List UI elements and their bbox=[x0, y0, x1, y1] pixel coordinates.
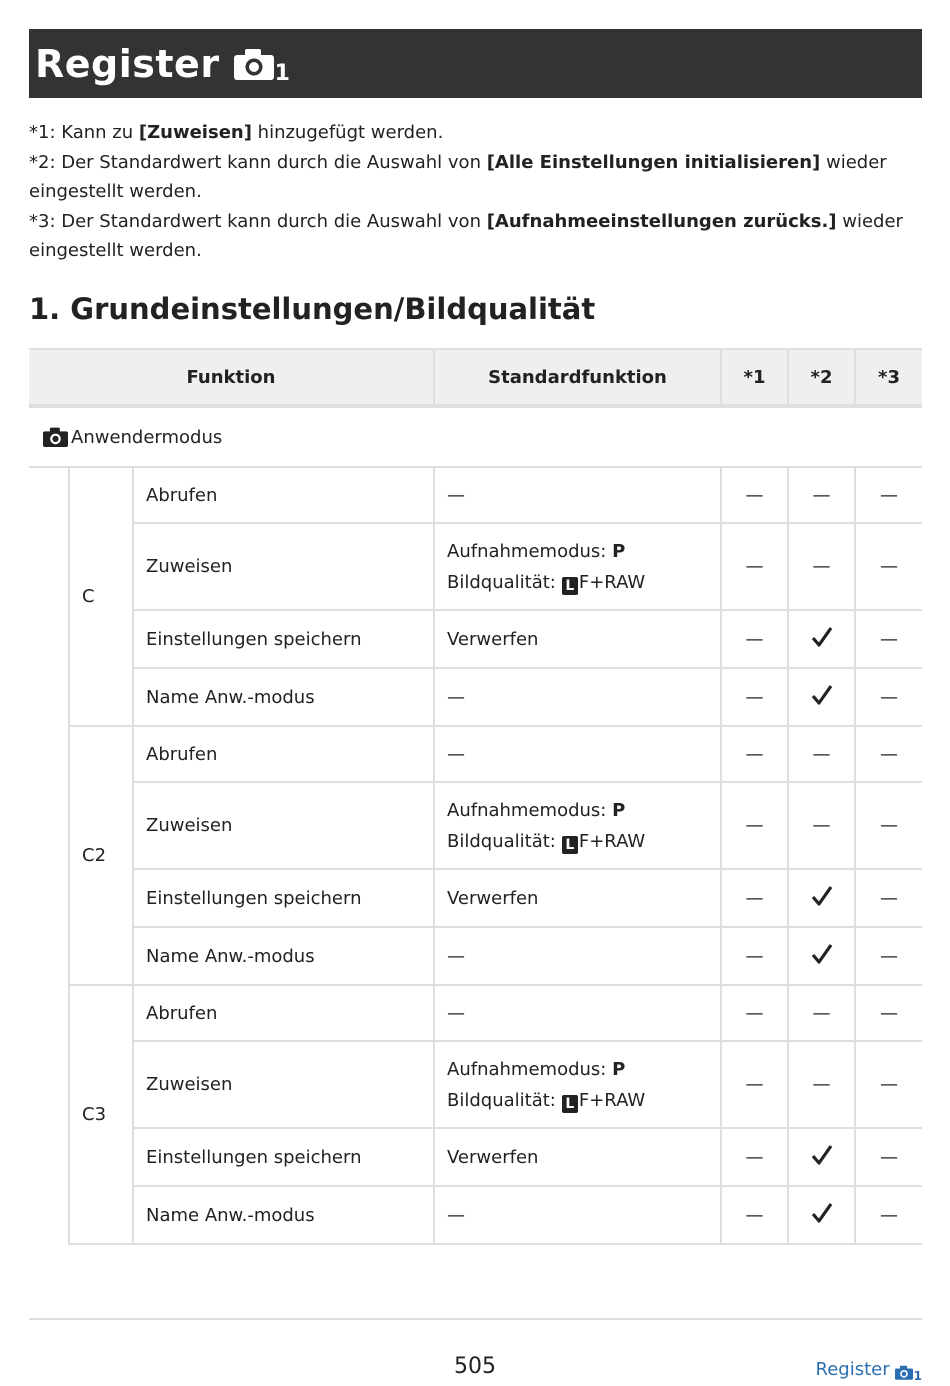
checkmark-icon bbox=[811, 943, 833, 965]
note-1-cell bbox=[721, 985, 788, 1041]
table-row bbox=[29, 1041, 922, 1128]
shooting-mode-value: P bbox=[612, 1058, 626, 1080]
note-2-cell bbox=[788, 726, 855, 782]
note-2-cell bbox=[788, 869, 855, 927]
note-2-cell bbox=[788, 927, 855, 985]
tab-indicator bbox=[234, 48, 290, 86]
dash-mark: — bbox=[745, 1074, 764, 1095]
dash-mark: — bbox=[880, 743, 899, 765]
dash-mark: — bbox=[447, 945, 466, 967]
footnote-text: hinzugefügt werden. bbox=[251, 122, 444, 143]
footnote-menu-ref: [Aufnahmeeinstellungen zurücks.] bbox=[486, 210, 837, 232]
default-cell bbox=[434, 985, 721, 1041]
note-3-cell bbox=[855, 1041, 922, 1128]
default-cell bbox=[434, 467, 721, 523]
function-cell: Zuweisen bbox=[133, 782, 434, 869]
dash-mark: — bbox=[812, 484, 831, 506]
image-quality-label: Bildqualität: bbox=[447, 830, 556, 852]
dash-mark: — bbox=[447, 1002, 466, 1024]
checkmark-icon bbox=[811, 684, 833, 706]
dash-mark: — bbox=[447, 686, 466, 708]
footnote-text: *2: Der Standardwert kann durch die Auswahl von bbox=[29, 151, 487, 173]
image-quality-value: F+RAW bbox=[578, 571, 646, 593]
table-row bbox=[29, 668, 922, 726]
footnote-text: *3: Der Standardwert kann durch die Auswahl von bbox=[29, 210, 487, 232]
function-cell: Abrufen bbox=[133, 985, 434, 1041]
table-row bbox=[29, 869, 922, 927]
dash-mark: — bbox=[880, 1146, 899, 1168]
function-cell: Name Anw.-modus bbox=[133, 927, 434, 985]
note-1-cell bbox=[721, 610, 788, 668]
shooting-mode-label: Aufnahmemodus: bbox=[447, 799, 613, 821]
footnote-text: wieder eingestellt werden. bbox=[29, 210, 903, 261]
indent-cell bbox=[29, 985, 69, 1244]
function-cell: Abrufen bbox=[133, 726, 434, 782]
dash-mark: — bbox=[745, 1002, 764, 1024]
header-function: Funktion bbox=[29, 349, 434, 406]
dash-mark: — bbox=[880, 686, 899, 708]
indent-cell bbox=[29, 726, 69, 985]
shooting-mode-line bbox=[447, 1054, 720, 1085]
dash-mark: — bbox=[745, 686, 764, 708]
large-size-badge: L bbox=[562, 577, 578, 595]
checkmark-icon bbox=[811, 1144, 833, 1166]
note-3-cell bbox=[855, 927, 922, 985]
table-row bbox=[29, 467, 922, 523]
dash-mark: — bbox=[812, 1002, 831, 1024]
note-2-cell bbox=[788, 782, 855, 869]
shooting-mode-line bbox=[447, 795, 720, 826]
footer-register-link[interactable] bbox=[815, 1359, 922, 1383]
table-row bbox=[29, 726, 922, 782]
indent-cell bbox=[29, 467, 69, 726]
tab-number: 1 bbox=[274, 60, 290, 86]
note-3-cell bbox=[855, 1128, 922, 1186]
header-default: Standardfunktion bbox=[434, 349, 721, 406]
checkmark-icon bbox=[811, 885, 833, 907]
section-title: 1. Grundeinstellungen/Bildqualität bbox=[29, 292, 596, 326]
default-cell bbox=[434, 782, 721, 869]
default-cell bbox=[434, 869, 721, 927]
note-2-cell bbox=[788, 668, 855, 726]
function-cell: Name Anw.-modus bbox=[133, 668, 434, 726]
footnote-text: wieder eingestellt werden. bbox=[29, 151, 887, 202]
footnote bbox=[29, 148, 922, 207]
footnote-text: *1: Kann zu bbox=[29, 122, 139, 143]
default-value: Verwerfen bbox=[447, 887, 539, 909]
default-cell bbox=[434, 610, 721, 668]
default-cell bbox=[434, 668, 721, 726]
note-1-cell bbox=[721, 668, 788, 726]
dash-mark: — bbox=[745, 1146, 764, 1168]
custom-mode-name: C3 bbox=[69, 985, 133, 1244]
checkmark-icon bbox=[811, 1202, 833, 1224]
footer-link-tab-number: 1 bbox=[913, 1369, 922, 1383]
shooting-mode-line bbox=[447, 536, 720, 567]
dash-mark: — bbox=[880, 556, 899, 577]
function-cell: Zuweisen bbox=[133, 523, 434, 610]
footnote bbox=[29, 207, 922, 266]
dash-mark: — bbox=[880, 887, 899, 909]
dash-mark: — bbox=[880, 945, 899, 967]
dash-mark: — bbox=[745, 945, 764, 967]
dash-mark: — bbox=[447, 484, 466, 506]
header-note-2: *2 bbox=[788, 349, 855, 406]
dash-mark: — bbox=[812, 743, 831, 765]
table-row bbox=[29, 985, 922, 1041]
dash-mark: — bbox=[880, 484, 899, 506]
table-row bbox=[29, 927, 922, 985]
note-1-cell bbox=[721, 1128, 788, 1186]
note-3-cell bbox=[855, 1186, 922, 1244]
default-value: Verwerfen bbox=[447, 628, 539, 650]
dash-mark: — bbox=[745, 815, 764, 836]
note-3-cell bbox=[855, 523, 922, 610]
dash-mark: — bbox=[745, 887, 764, 909]
note-3-cell bbox=[855, 782, 922, 869]
dash-mark: — bbox=[745, 484, 764, 506]
note-3-cell bbox=[855, 726, 922, 782]
default-value: Verwerfen bbox=[447, 1146, 539, 1168]
default-cell bbox=[434, 1186, 721, 1244]
footnote-menu-ref: [Zuweisen] bbox=[138, 122, 252, 143]
dash-mark: — bbox=[447, 743, 466, 765]
default-cell bbox=[434, 1128, 721, 1186]
dash-mark: — bbox=[880, 1204, 899, 1226]
large-size-badge: L bbox=[562, 836, 578, 854]
shooting-mode-value: P bbox=[612, 540, 626, 562]
footnotes bbox=[29, 118, 922, 266]
shooting-mode-value: P bbox=[612, 799, 626, 821]
dash-mark: — bbox=[447, 1204, 466, 1226]
image-quality-label: Bildqualität: bbox=[447, 1089, 556, 1111]
note-3-cell bbox=[855, 610, 922, 668]
function-cell: Einstellungen speichern bbox=[133, 610, 434, 668]
large-size-badge: L bbox=[562, 1095, 578, 1113]
table-row bbox=[29, 782, 922, 869]
note-3-cell bbox=[855, 869, 922, 927]
mode-row bbox=[29, 406, 922, 467]
note-1-cell bbox=[721, 927, 788, 985]
settings-table bbox=[29, 348, 922, 1245]
custom-mode-name: C2 bbox=[69, 726, 133, 985]
page-number: 505 bbox=[454, 1354, 496, 1379]
note-2-cell bbox=[788, 610, 855, 668]
note-1-cell bbox=[721, 782, 788, 869]
shooting-mode-label: Aufnahmemodus: bbox=[447, 1058, 613, 1080]
page-header bbox=[29, 29, 922, 98]
image-quality-line bbox=[447, 567, 720, 598]
note-1-cell bbox=[721, 467, 788, 523]
note-1-cell bbox=[721, 869, 788, 927]
image-quality-line bbox=[447, 1085, 720, 1116]
default-cell bbox=[434, 927, 721, 985]
mode-row-label: Anwendermodus bbox=[71, 426, 223, 448]
footer-link-label: Register bbox=[815, 1359, 890, 1380]
function-cell: Einstellungen speichern bbox=[133, 869, 434, 927]
table-header-row bbox=[29, 349, 922, 406]
header-note-1: *1 bbox=[721, 349, 788, 406]
dash-mark: — bbox=[812, 815, 831, 836]
table-row bbox=[29, 1128, 922, 1186]
camera-icon bbox=[234, 48, 274, 80]
note-3-cell bbox=[855, 985, 922, 1041]
camera-icon bbox=[43, 427, 68, 447]
image-quality-line bbox=[447, 826, 720, 857]
checkmark-icon bbox=[811, 626, 833, 648]
dash-mark: — bbox=[880, 1002, 899, 1024]
default-cell bbox=[434, 523, 721, 610]
note-2-cell bbox=[788, 467, 855, 523]
table-row bbox=[29, 523, 922, 610]
dash-mark: — bbox=[745, 556, 764, 577]
camera-icon bbox=[895, 1365, 913, 1380]
function-cell: Name Anw.-modus bbox=[133, 1186, 434, 1244]
function-cell: Einstellungen speichern bbox=[133, 1128, 434, 1186]
dash-mark: — bbox=[745, 1204, 764, 1226]
note-1-cell bbox=[721, 726, 788, 782]
footnote-menu-ref: [Alle Einstellungen initialisieren] bbox=[486, 151, 821, 173]
shooting-mode-label: Aufnahmemodus: bbox=[447, 540, 613, 562]
note-2-cell bbox=[788, 1041, 855, 1128]
custom-mode-name: C bbox=[69, 467, 133, 726]
note-2-cell bbox=[788, 1128, 855, 1186]
note-1-cell bbox=[721, 1041, 788, 1128]
dash-mark: — bbox=[880, 628, 899, 650]
footer-divider bbox=[29, 1318, 922, 1320]
image-quality-label: Bildqualität: bbox=[447, 571, 556, 593]
table-row bbox=[29, 610, 922, 668]
dash-mark: — bbox=[880, 1074, 899, 1095]
page-title: Register bbox=[35, 41, 220, 86]
note-2-cell bbox=[788, 523, 855, 610]
note-1-cell bbox=[721, 1186, 788, 1244]
dash-mark: — bbox=[745, 743, 764, 765]
dash-mark: — bbox=[880, 815, 899, 836]
function-cell: Zuweisen bbox=[133, 1041, 434, 1128]
dash-mark: — bbox=[812, 1074, 831, 1095]
dash-mark: — bbox=[745, 628, 764, 650]
header-note-3: *3 bbox=[855, 349, 922, 406]
default-cell bbox=[434, 726, 721, 782]
image-quality-value: F+RAW bbox=[578, 1089, 646, 1111]
table-row bbox=[29, 1186, 922, 1244]
note-2-cell bbox=[788, 1186, 855, 1244]
function-cell: Abrufen bbox=[133, 467, 434, 523]
default-cell bbox=[434, 1041, 721, 1128]
dash-mark: — bbox=[812, 556, 831, 577]
footnote bbox=[29, 118, 922, 148]
note-1-cell bbox=[721, 523, 788, 610]
note-3-cell bbox=[855, 668, 922, 726]
note-2-cell bbox=[788, 985, 855, 1041]
note-3-cell bbox=[855, 467, 922, 523]
image-quality-value: F+RAW bbox=[578, 830, 646, 852]
